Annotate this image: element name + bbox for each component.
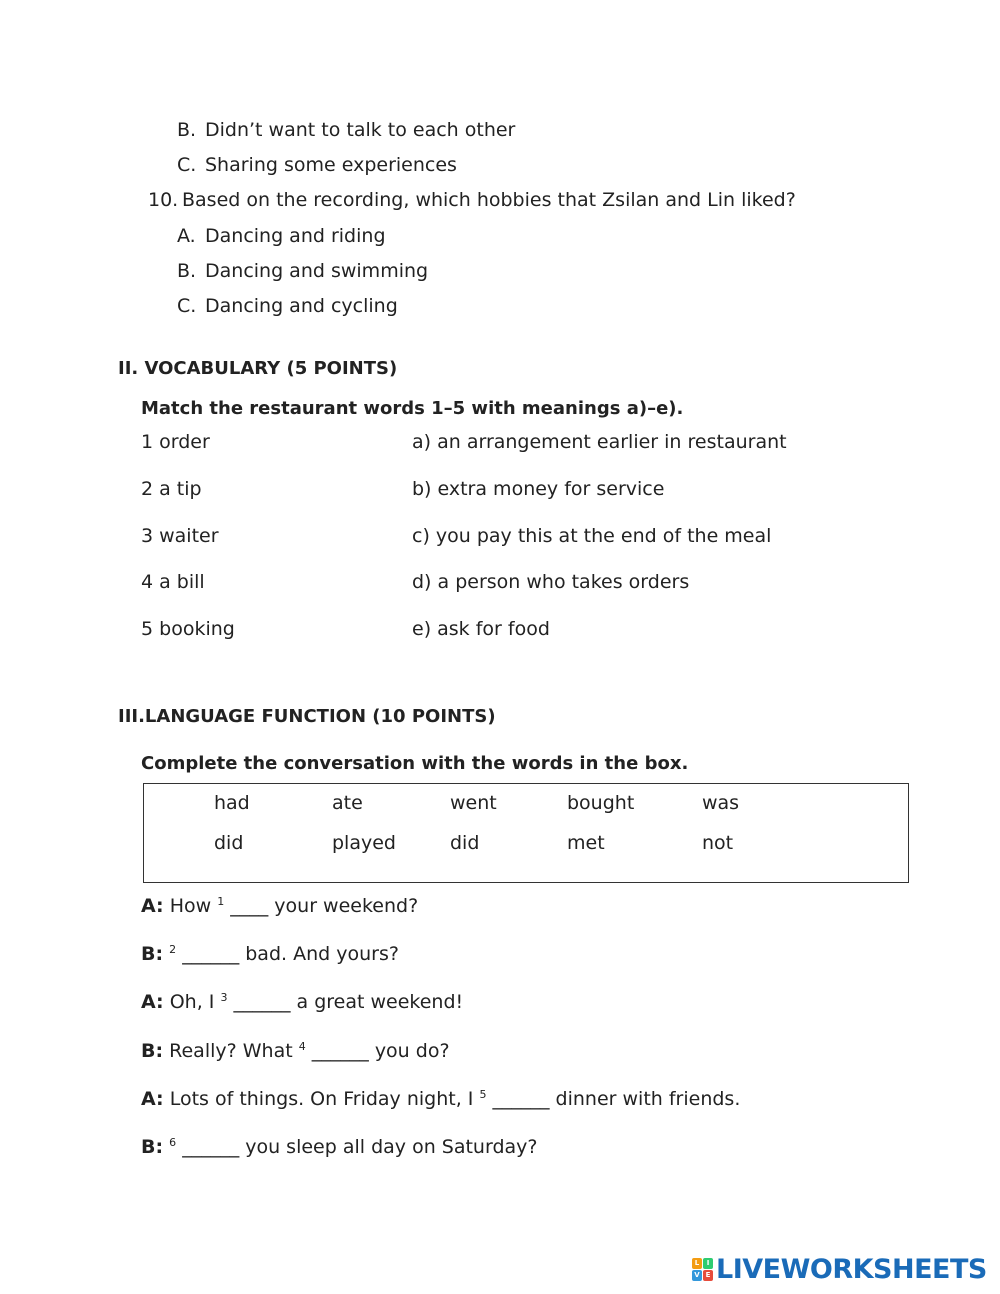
q9-option-b (177, 118, 515, 142)
vocab-word: 3 waiter (141, 525, 219, 547)
line-before: Oh, I (169, 991, 215, 1013)
question-text: Based on the recording, which hobbies that Zsilan and Lin liked? (182, 189, 796, 211)
dialogue-line (141, 1135, 537, 1162)
word-box (143, 783, 909, 883)
speaker-label: B: (141, 1040, 164, 1062)
vocab-meaning: e) ask for food (412, 618, 550, 640)
vocab-meaning: b) extra money for service (412, 478, 665, 500)
logo-blocks-icon (692, 1258, 714, 1282)
line-after: you sleep all day on Saturday? (245, 1136, 538, 1158)
language-function-heading: III.LANGUAGE FUNCTION (10 POINTS) (118, 706, 496, 727)
box-word: bought (567, 792, 635, 814)
blank-number: 6 (169, 1136, 177, 1149)
line-after: your weekend? (274, 895, 419, 917)
logo-block: V (692, 1270, 702, 1281)
answer-blank[interactable]: ______ (311, 1040, 369, 1062)
question-number: 10. (148, 189, 179, 211)
vocab-word: 1 order (141, 431, 210, 453)
logo-text: LIVEWORKSHEETS (716, 1254, 987, 1285)
dialogue-line (141, 1039, 450, 1066)
box-word: ate (332, 792, 363, 814)
line-before: How (169, 895, 212, 917)
box-word: went (450, 792, 497, 814)
speaker-label: B: (141, 1136, 164, 1158)
dialogue-line (141, 1087, 740, 1114)
line-after: dinner with friends. (555, 1088, 741, 1110)
option-letter: C. (177, 295, 197, 317)
option-letter: A. (177, 225, 196, 247)
option-text: Didn’t want to talk to each other (205, 119, 516, 141)
vocab-word: 2 a tip (141, 478, 202, 500)
dialogue-line (141, 990, 463, 1017)
blank-number: 5 (479, 1088, 487, 1101)
q10-option-c (177, 294, 398, 318)
question-10 (148, 188, 796, 212)
speaker-label: A: (141, 895, 164, 917)
logo-block: I (703, 1258, 713, 1269)
box-word: played (332, 832, 396, 854)
box-word: met (567, 832, 605, 854)
speaker-label: B: (141, 943, 164, 965)
vocabulary-heading: II. VOCABULARY (5 POINTS) (118, 358, 398, 379)
q9-option-c (177, 153, 457, 177)
line-after: a great weekend! (296, 991, 464, 1013)
answer-blank[interactable]: ______ (182, 1136, 240, 1158)
line-after: you do? (374, 1040, 450, 1062)
option-letter: C. (177, 154, 197, 176)
option-text: Sharing some experiences (205, 154, 457, 176)
logo-block: L (692, 1258, 702, 1269)
dialogue-line (141, 942, 399, 969)
line-before: Really? What (169, 1040, 293, 1062)
vocab-word: 4 a bill (141, 571, 205, 593)
box-word: did (214, 832, 244, 854)
blank-number: 1 (217, 895, 225, 908)
line-before: Lots of things. On Friday night, I (169, 1088, 474, 1110)
option-text: Dancing and cycling (205, 295, 398, 317)
option-text: Dancing and riding (205, 225, 386, 247)
logo-block: E (703, 1270, 713, 1281)
vocab-meaning: d) a person who takes orders (412, 571, 690, 593)
q10-option-b (177, 259, 428, 283)
q10-option-a (177, 224, 386, 248)
answer-blank[interactable]: ______ (182, 943, 240, 965)
blank-number: 2 (169, 943, 177, 956)
box-word: was (702, 792, 740, 814)
answer-blank[interactable]: ______ (233, 991, 291, 1013)
line-after: bad. And yours? (245, 943, 399, 965)
dialogue-line (141, 894, 418, 921)
option-text: Dancing and swimming (205, 260, 429, 282)
option-letter: B. (177, 260, 197, 282)
vocabulary-instruction: Match the restaurant words 1–5 with meanings a)–e). (141, 398, 684, 419)
option-letter: B. (177, 119, 197, 141)
language-function-instruction: Complete the conversation with the words in the box. (141, 753, 689, 774)
box-word: not (702, 832, 734, 854)
speaker-label: A: (141, 991, 164, 1013)
blank-number: 3 (220, 991, 228, 1004)
vocab-word: 5 booking (141, 618, 235, 640)
vocab-meaning: a) an arrangement earlier in restaurant (412, 431, 787, 453)
answer-blank[interactable]: ____ (230, 895, 269, 917)
speaker-label: A: (141, 1088, 164, 1110)
box-word: had (214, 792, 250, 814)
answer-blank[interactable]: ______ (492, 1088, 550, 1110)
blank-number: 4 (298, 1040, 306, 1053)
box-word: did (450, 832, 480, 854)
vocab-meaning: c) you pay this at the end of the meal (412, 525, 772, 547)
